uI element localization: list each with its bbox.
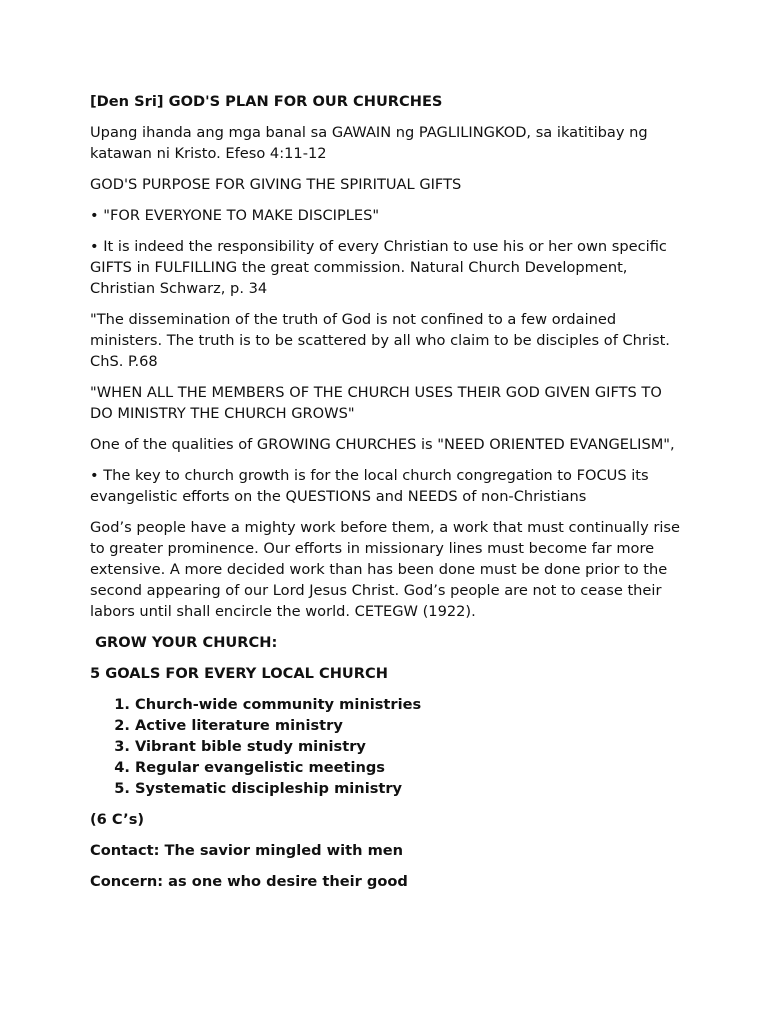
paragraph-purpose-heading: GOD'S PURPOSE FOR GIVING THE SPIRITUAL GIFTS [90,176,462,193]
paragraph-members-quote: "WHEN ALL THE MEMBERS OF THE CHURCH USES THEIR GOD GIVEN GIFTS TO DO MINISTRY THE CHURCH GROWS" [90,384,662,422]
heading-concern: Concern: as one who desire their good [90,873,408,890]
paragraph-bullet-disciples: • "FOR EVERYONE TO MAKE DISCIPLES" [90,207,380,224]
goal-item: 2. Active literature ministry [135,715,680,736]
goal-item: 3. Vibrant bible study ministry [135,736,680,757]
paragraph-bullet-key: • The key to church growth is for the local church congregation to FOCUS its evangelistic efforts on the QUESTIONS and NEEDS of non-Christians [90,467,649,505]
heading-five-goals: 5 GOALS FOR EVERY LOCAL CHURCH [90,665,388,682]
document-page [90,91,680,902]
heading-grow-your-church: GROW YOUR CHURCH: [90,634,278,651]
paragraph-bullet-responsibility: • It is indeed the responsibility of every Christian to use his or her own specific GIFTS in FULFILLING the great commission. Natural Church Development, Christian Schwarz, p. 34 [90,238,667,297]
paragraph-growing-churches: One of the qualities of GROWING CHURCHES is "NEED ORIENTED EVANGELISM", [90,436,675,453]
paragraph-dissemination-quote: "The dissemination of the truth of God is not confined to a few ordained ministers. The truth is to be scattered by all who claim to be disciples of Christ. ChS. P.68 [90,311,670,370]
goal-item: 4. Regular evangelistic meetings [135,757,680,778]
heading-contact: Contact: The savior mingled with men [90,842,404,859]
paragraph-mighty-work: God’s people have a mighty work before them, a work that must continually rise to greater prominence. Our efforts in missionary lines must become far more extensive. A more decided work than has been done must be done prior to the second appearing of our Lord Jesus Christ. God’s people are not to cease their labors until shall encircle the world. CETEGW (1922). [90,519,680,620]
goal-item: 1. Church-wide community ministries [135,694,680,715]
goal-item: 5. Systematic discipleship ministry [135,778,680,799]
document-title: [Den Sri] GOD'S PLAN FOR OUR CHURCHES [90,93,443,110]
heading-six-cs: (6 C’s) [90,811,145,828]
paragraph-verse: Upang ihanda ang mga banal sa GAWAIN ng PAGLILINGKOD, sa ikatitibay ng katawan ni Kristo. Efeso 4:11-12 [90,124,648,162]
goals-list [90,694,680,799]
